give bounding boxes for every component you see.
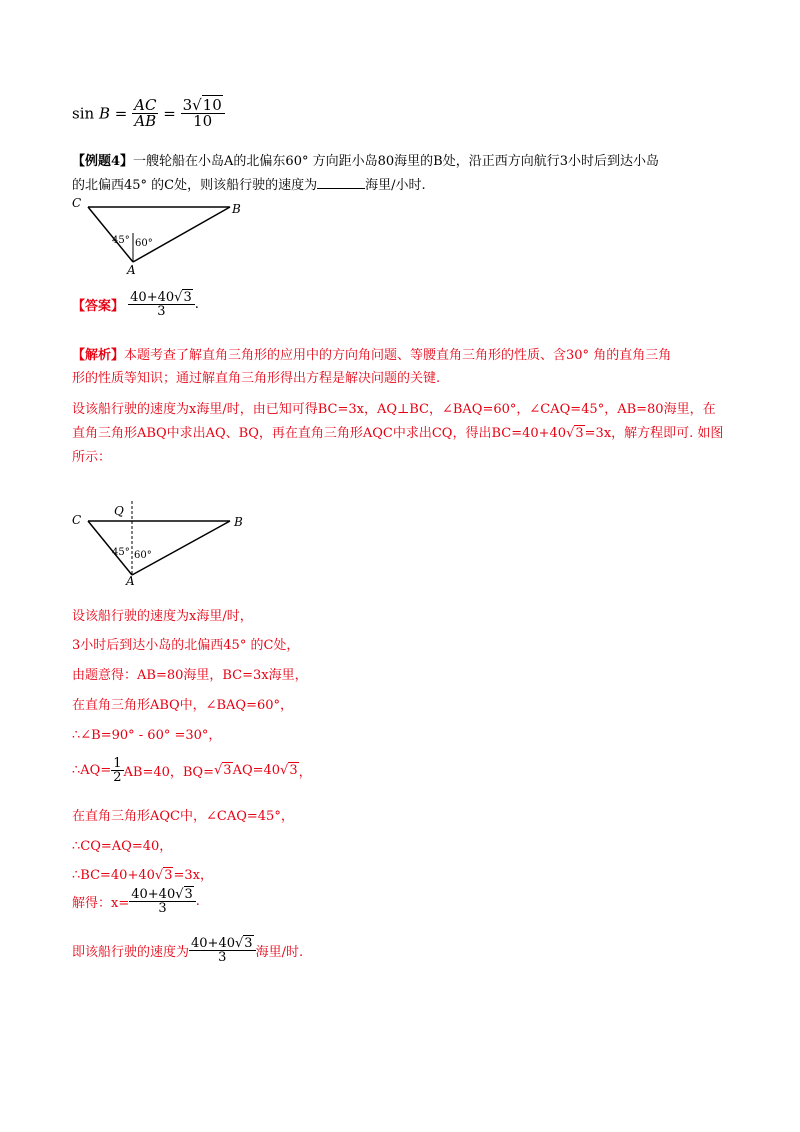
- label-a: A: [127, 263, 136, 277]
- p2-line2-b: =3x，解方程即可. 如图: [584, 426, 724, 441]
- triangle-figure-2: [68, 497, 258, 587]
- solution-step-5: ∴∠B=90° - 60° =30°，: [72, 728, 222, 743]
- fraction-sqrt10: [181, 98, 225, 129]
- answer-tail: .: [194, 297, 199, 312]
- solution-step-3: 由题意得：AB=80海里，BC=3x海里，: [72, 668, 308, 683]
- frac-den: AB: [134, 112, 157, 130]
- sqrt-3: √3: [174, 290, 192, 305]
- solution-step-6: [72, 757, 312, 784]
- fraction-x: [129, 888, 196, 915]
- frac-num: [189, 937, 256, 951]
- frac-num: [129, 888, 196, 902]
- num-text: 40+40: [191, 936, 235, 951]
- segment-ab: [132, 521, 230, 575]
- analysis-p2-line-2: [72, 422, 732, 446]
- answer-blank: [317, 176, 365, 189]
- equals-sign-2: =: [163, 104, 176, 123]
- radicand: 3: [223, 763, 232, 778]
- s9-a: ∴BC=40+40: [72, 868, 155, 883]
- solution-step-10: [72, 888, 200, 915]
- sqrt-3: √3: [154, 868, 173, 883]
- analysis-p2-line-3: 所示：: [72, 450, 112, 465]
- num-text: 40+40: [131, 887, 176, 902]
- s6-a: ∴AQ=: [72, 763, 112, 778]
- angle-60-label: 60°: [135, 238, 153, 249]
- s11-a: 即该船行驶的速度为: [72, 945, 190, 960]
- sqrt-3: √3: [175, 887, 193, 902]
- frac-num: AC: [134, 96, 157, 114]
- frac-den: 3: [218, 950, 227, 965]
- s10-tail: .: [195, 894, 200, 909]
- example-text-2: 的北偏西45° 的C处，则该船行驶的速度为: [72, 178, 318, 193]
- example-line-1: [72, 150, 659, 169]
- answer-tag: 【答案】: [72, 299, 125, 314]
- s6-d: ，: [298, 765, 312, 780]
- segment-ab: [133, 207, 230, 262]
- example-tag: 【例题4】: [72, 154, 134, 169]
- solution-step-11: [72, 937, 303, 964]
- s9-b: =3x，: [173, 868, 213, 883]
- fraction-half: [111, 757, 123, 784]
- solution-step-4: 在直角三角形ABQ中，∠BAQ=60°，: [72, 698, 294, 713]
- s6-b: AB=40，BQ=: [123, 765, 214, 780]
- analysis-line-1: [72, 344, 732, 367]
- solution-step-8: ∴CQ=AQ=40，: [72, 839, 173, 854]
- solution-step-9: [72, 864, 213, 883]
- answer-den: 3: [157, 304, 166, 319]
- sqrt-3-b: √3: [280, 763, 298, 778]
- answer-row: [72, 291, 199, 318]
- solution-step-7: 在直角三角形AQC中，∠CAQ=45°，: [72, 809, 294, 824]
- frac-den: 10: [193, 112, 213, 130]
- frac-den: 2: [113, 770, 122, 785]
- s10-a: 解得：x=: [72, 896, 130, 911]
- example-text-2-tail: 海里/小时.: [365, 178, 426, 193]
- fraction-speed: [189, 937, 256, 964]
- analysis-p2-line-1: 设该船行驶的速度为x海里/时，由已知可得BC=3x，AQ⊥BC，∠BAQ=60°，∠CAQ=45°，AB=80海里，在: [72, 402, 716, 417]
- solution-step-2: 3小时后到达小岛的北偏西45° 的C处，: [72, 638, 300, 653]
- fraction-ac-ab: [132, 98, 158, 129]
- triangle-figure-1: [68, 195, 248, 277]
- angle-60-label: 60°: [134, 550, 152, 561]
- sqrt-3: √3: [213, 763, 232, 778]
- label-b: B: [232, 202, 241, 216]
- solution-step-1: 设该船行驶的速度为x海里/时，: [72, 609, 253, 624]
- frac-den: 3: [158, 901, 167, 916]
- analysis-p2: [72, 398, 732, 470]
- radicand: 3: [184, 887, 193, 902]
- radicand: 3: [183, 290, 192, 305]
- p2-line2-a: 直角三角形ABQ中求出AQ、BQ，再在直角三角形AQC中求出CQ，得出BC=40+40: [72, 426, 567, 441]
- frac-num: 1: [113, 756, 122, 771]
- radicand: 3: [244, 936, 253, 951]
- sqrt-10: √10: [192, 96, 222, 114]
- label-c: C: [72, 513, 82, 527]
- label-a: A: [126, 574, 135, 587]
- answer-num: [128, 291, 195, 305]
- example-text-1: 一艘轮船在小岛A的北偏东60° 方向距小岛80海里的B处，沿正西方向航行3小时后到达小岛: [133, 154, 659, 169]
- radicand: 10: [202, 96, 222, 114]
- equals-sign: =: [114, 104, 128, 123]
- label-q: Q: [114, 504, 124, 518]
- coef: 3: [182, 96, 193, 114]
- sin-label: sin: [72, 104, 95, 123]
- radicand: 3: [289, 763, 298, 778]
- label-b: B: [234, 515, 243, 529]
- num-text: 40+40: [130, 290, 175, 305]
- s6-c: AQ=40: [232, 763, 281, 778]
- analysis-line-2: 形的性质等知识；通过解直角三角形得出方程是解决问题的关键.: [72, 371, 441, 386]
- sqrt-3: √3: [566, 426, 584, 441]
- radicand: 3: [164, 868, 173, 883]
- answer-fraction: [128, 291, 195, 318]
- label-c: C: [72, 196, 82, 210]
- example-line-2: [72, 174, 426, 193]
- analysis-text-1: 本题考查了解直角三角形的应用中的方向角问题、等腰直角三角形的性质、含30° 角的直角三角: [124, 348, 672, 363]
- analysis-tag: 【解析】: [72, 348, 125, 363]
- angle-45-label: 45°: [112, 547, 130, 558]
- analysis-p1: [72, 344, 732, 390]
- angle-45-label: 45°: [112, 235, 130, 246]
- sin-var: B: [98, 104, 110, 123]
- sin-formula: [72, 98, 225, 129]
- radicand: 3: [575, 426, 584, 441]
- sqrt-3: √3: [235, 936, 253, 951]
- s11-tail: 海里/时.: [255, 945, 304, 960]
